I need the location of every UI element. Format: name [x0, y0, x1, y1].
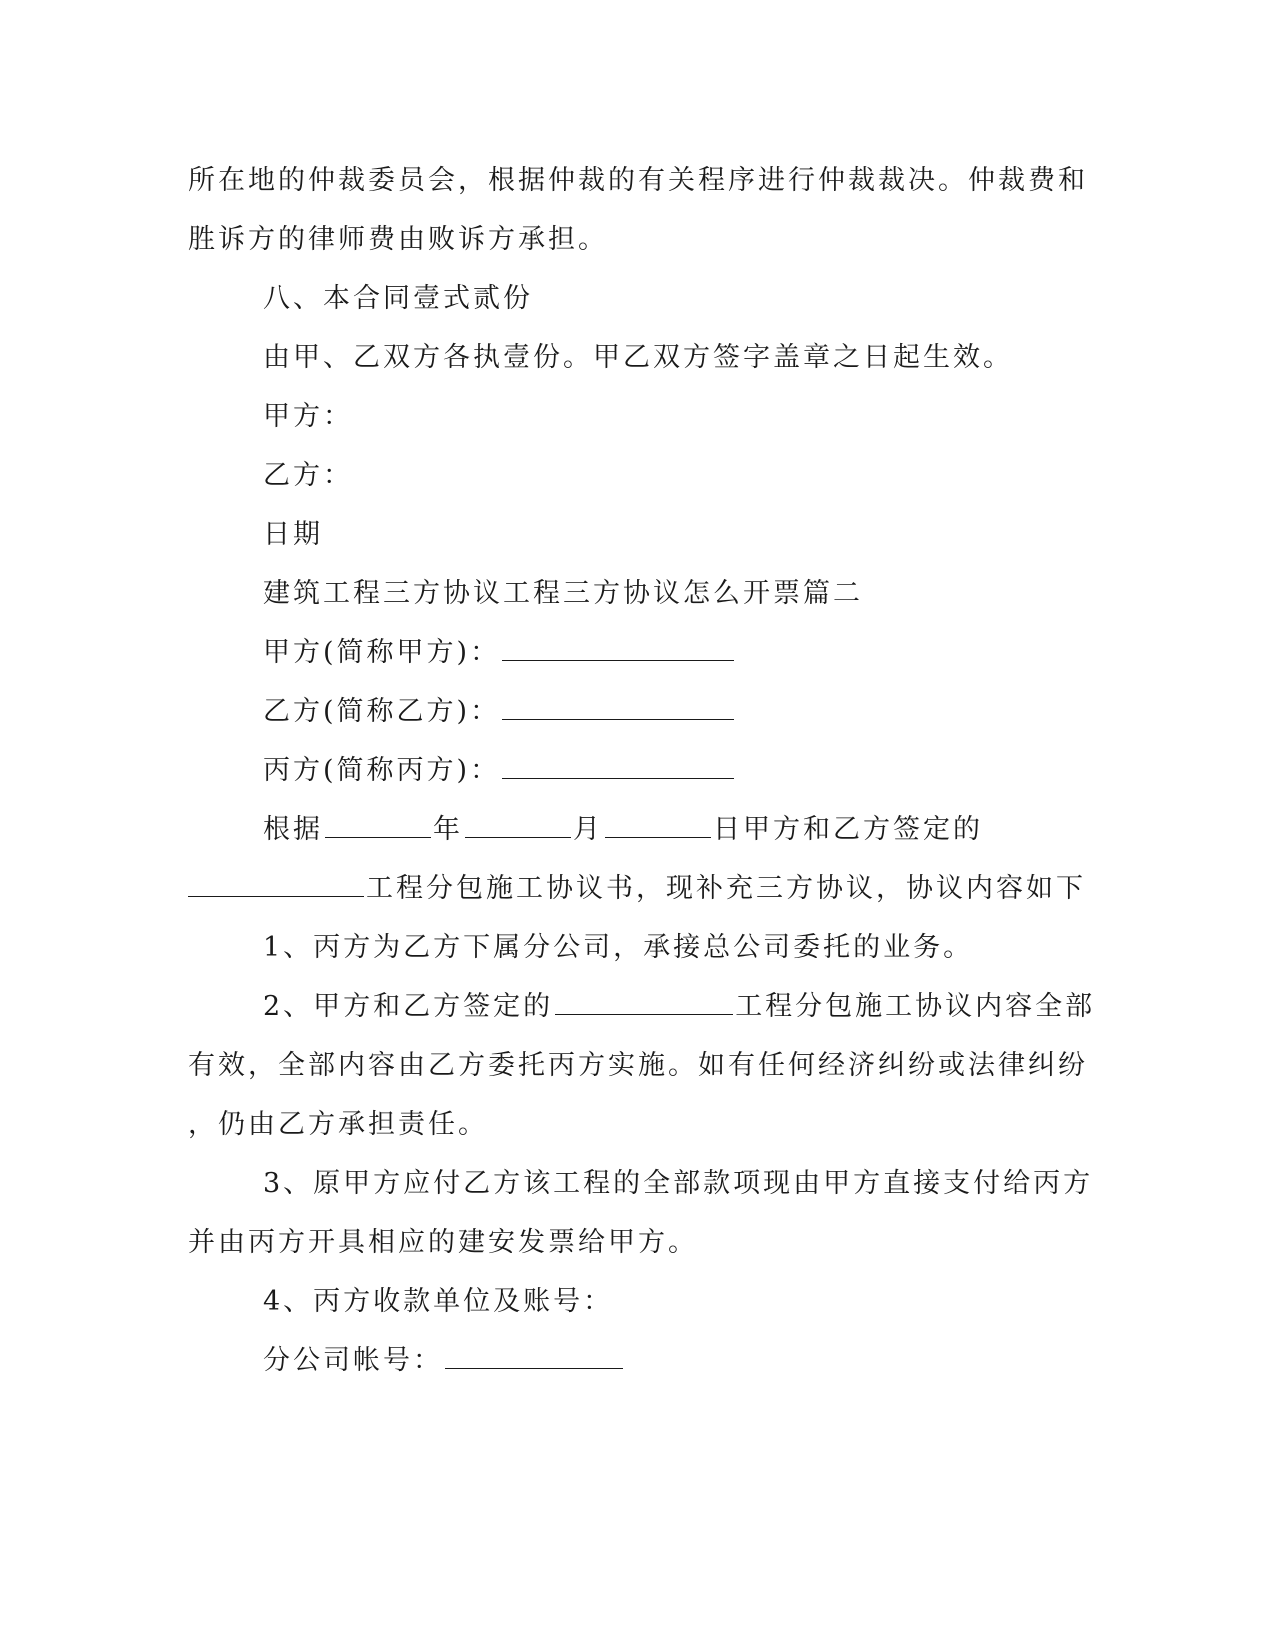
- blank-underline: [605, 813, 711, 838]
- date-label: [263, 518, 323, 552]
- blank-underline: [502, 636, 734, 661]
- text: 3、原甲方应付乙方该工程的全部款项现由甲方直接支付给丙方: [263, 1168, 1094, 1199]
- paragraph-line: [188, 1108, 488, 1142]
- party-c-field: [263, 754, 736, 788]
- paragraph-line: [263, 813, 983, 847]
- text: 所在地的仲裁委员会，根据仲裁的有关程序进行仲裁裁决。仲裁费和: [188, 165, 1088, 196]
- blank-underline: [325, 813, 431, 838]
- party-b-label: [263, 459, 353, 493]
- text: 月: [573, 814, 603, 845]
- blank-underline: [502, 754, 734, 779]
- text: 4、丙方收款单位及账号：: [263, 1286, 614, 1317]
- text: 日期: [263, 519, 323, 550]
- blank-underline: [445, 1344, 623, 1369]
- text: ，仍由乙方承担责任。: [188, 1109, 488, 1140]
- text: 乙方：: [263, 460, 353, 491]
- document-title: [263, 577, 863, 611]
- paragraph-line: [188, 1049, 1088, 1083]
- text: 八、本合同壹式贰份: [263, 283, 533, 314]
- text: 工程分包施工协议内容全部: [735, 991, 1096, 1022]
- blank-underline: [188, 872, 364, 897]
- paragraph-line: [188, 223, 608, 257]
- text: 日甲方和乙方签定的: [713, 814, 983, 845]
- section-heading: [263, 282, 533, 316]
- party-a-label: [263, 400, 353, 434]
- paragraph-line: [188, 872, 1086, 906]
- clause-4: [263, 1285, 613, 1319]
- text: 并由丙方开具相应的建安发票给甲方。: [188, 1227, 698, 1258]
- text: 由甲、乙双方各执壹份。甲乙双方签字盖章之日起生效。: [263, 342, 1013, 373]
- text: 甲方：: [263, 401, 353, 432]
- text: 1、丙方为乙方下属分公司，承接总公司委托的业务。: [263, 932, 974, 963]
- paragraph-line: [188, 164, 1088, 198]
- blank-underline: [502, 695, 734, 720]
- clause-1: [263, 931, 973, 965]
- branch-account-field: [263, 1344, 625, 1378]
- party-b-field: [263, 695, 736, 729]
- blank-underline: [465, 813, 571, 838]
- text: 工程分包施工协议书，现补充三方协议，协议内容如下: [366, 873, 1086, 904]
- text: 根据: [263, 814, 323, 845]
- text: 2、甲方和乙方签定的: [263, 991, 554, 1022]
- text: 有效，全部内容由乙方委托丙方实施。如有任何经济纠纷或法律纠纷: [188, 1050, 1088, 1081]
- text: 分公司帐号：: [263, 1345, 443, 1376]
- party-a-field: [263, 636, 736, 670]
- paragraph-line: [188, 1226, 698, 1260]
- text: 胜诉方的律师费由败诉方承担。: [188, 224, 608, 255]
- text: 建筑工程三方协议工程三方协议怎么开票篇二: [263, 578, 863, 609]
- text: 乙方(简称乙方)：: [263, 696, 501, 727]
- paragraph-line: [263, 341, 1013, 375]
- blank-underline: [555, 990, 733, 1015]
- clause-3: [263, 1167, 1093, 1201]
- text: 甲方(简称甲方)：: [263, 637, 501, 668]
- clause-2: [263, 990, 1095, 1024]
- text: 丙方(简称丙方)：: [263, 755, 501, 786]
- text: 年: [433, 814, 463, 845]
